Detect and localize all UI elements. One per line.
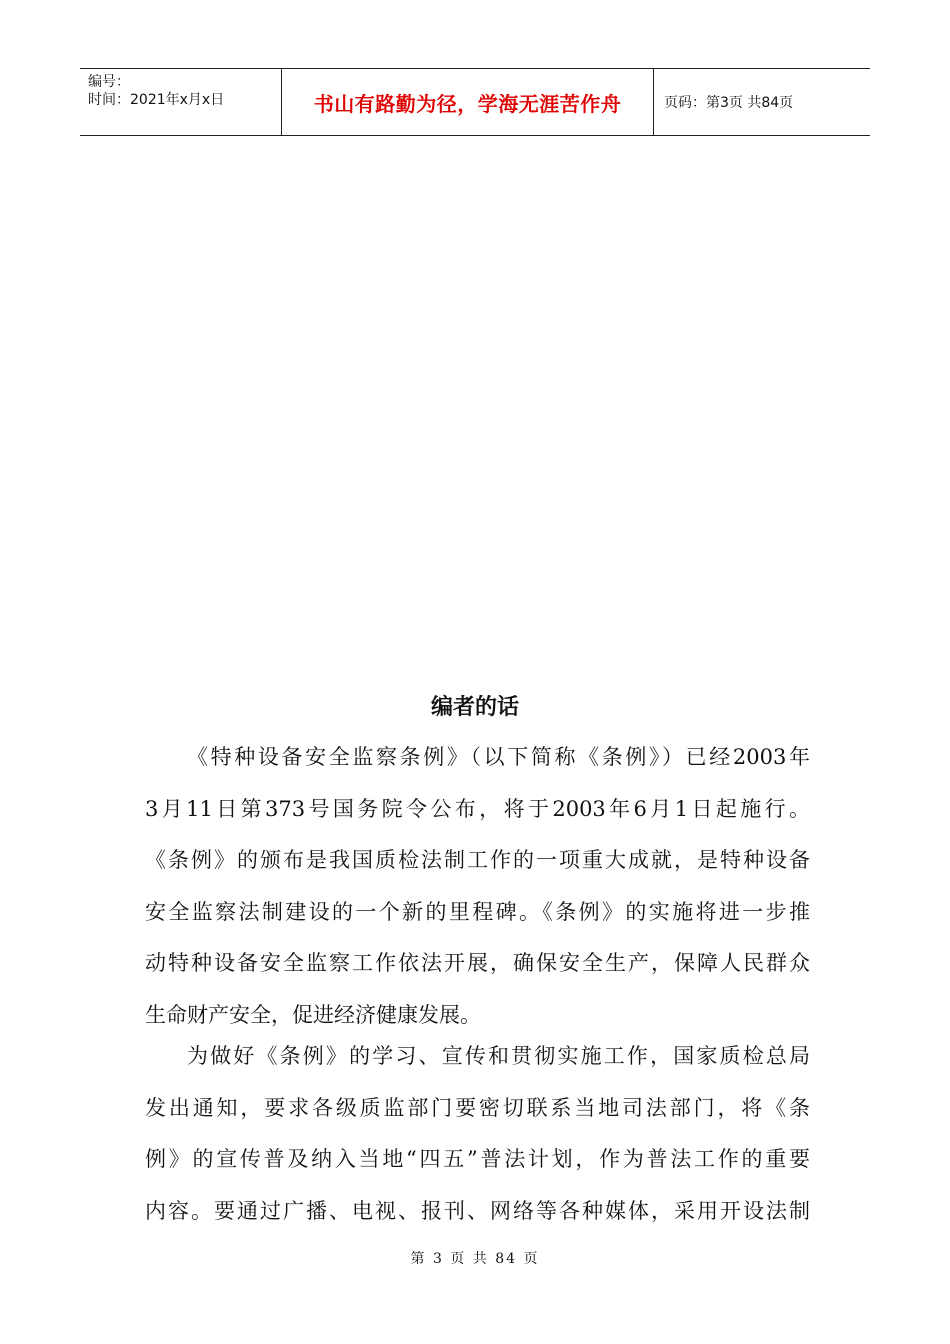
header-page-label: 页码：第3页 共84页 <box>664 95 794 111</box>
paragraph-line: 例》的宣传普及纳入当地“四五”普法计划，作为普法工作的重要 <box>145 1147 810 1171</box>
header-meta <box>80 69 282 135</box>
date-label: 时间：2021年x月x日 <box>88 92 225 108</box>
header-motto: 书山有路勤为径，学海无涯苦作舟 <box>282 69 654 135</box>
paragraph-1 <box>145 732 810 1041</box>
paragraph-line: 安全监察法制建设的一个新的里程碑。《条例》的实施将进一步推 <box>145 899 810 924</box>
paragraph-2 <box>145 1031 810 1237</box>
page-footer: 第 3 页 共 84 页 <box>410 1251 540 1267</box>
paragraph-line: 发出通知，要求各级质监部门要密切联系当地司法部门，将《条 <box>145 1095 810 1120</box>
paragraph-line: 内容。要通过广播、电视、报刊、网络等各种媒体，采用开设法制 <box>145 1198 810 1223</box>
paragraph-line: 动特种设备安全监察工作依法开展，确保安全生产，保障人民群众 <box>145 951 810 975</box>
paragraph-line: 《特种设备安全监察条例》（以下简称《条例》）已经2003年 <box>187 745 810 769</box>
paragraph-line: 为做好《条例》的学习、宣传和贯彻实施工作，国家质检总局 <box>187 1044 810 1068</box>
header-table <box>80 68 870 136</box>
paragraph-line: 生命财产安全，促进经济健康发展。 <box>145 1002 481 1027</box>
number-label: 编号： <box>88 74 130 90</box>
paragraph-line: 《条例》的颁布是我国质检法制工作的一项重大成就，是特种设备 <box>145 848 810 872</box>
page-title: 编者的话 <box>430 695 519 720</box>
paragraph-line: 3月11日第373号国务院令公布，将于2003年6月1日起施行。 <box>145 796 810 821</box>
